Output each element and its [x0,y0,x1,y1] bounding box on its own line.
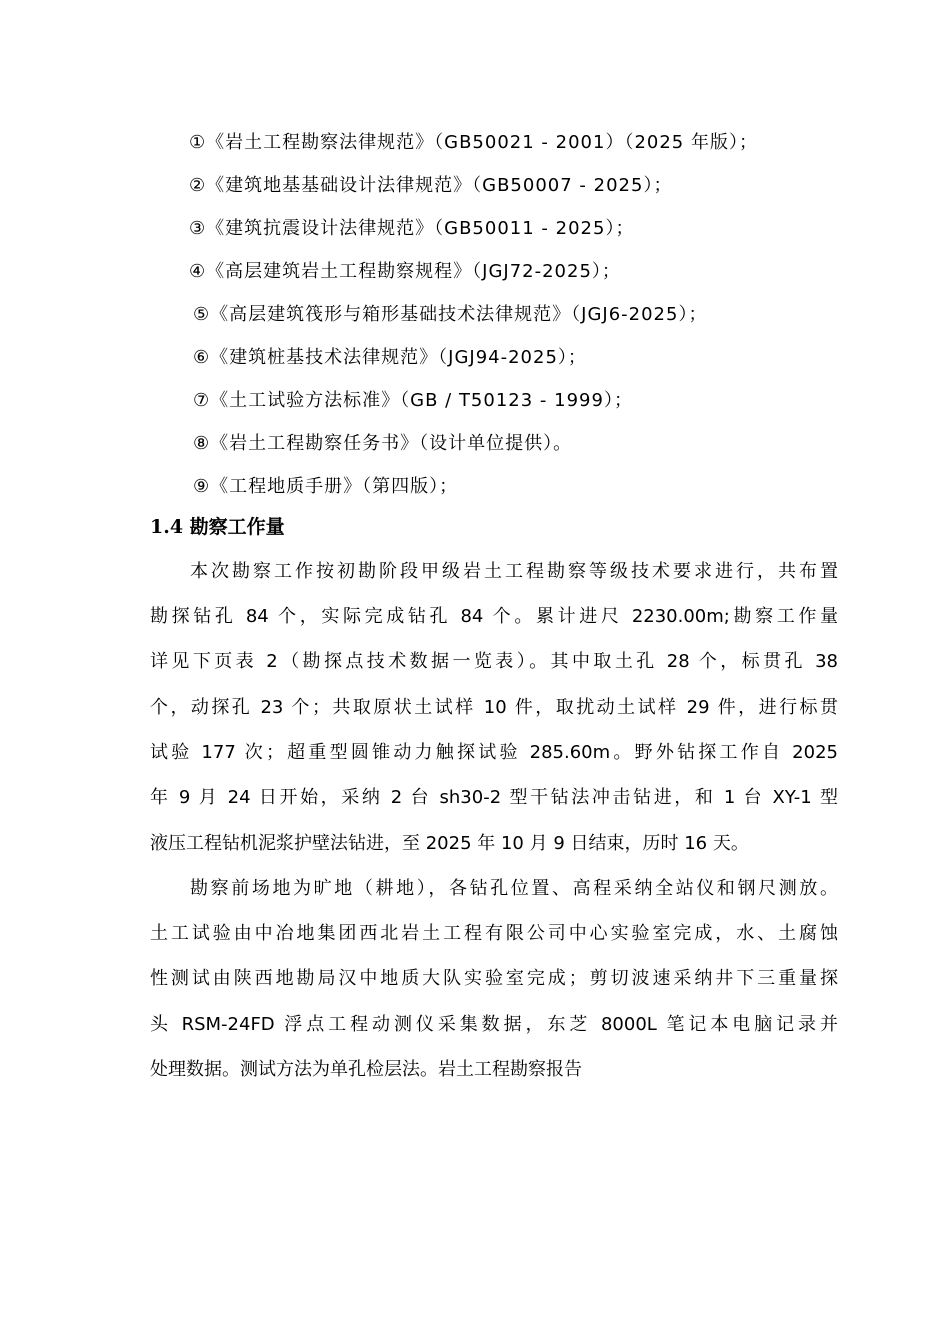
reference-item: ③《建筑抗震设计法律规范》（GB50011 - 2025）； [189,218,635,239]
paragraph-line: 详见下页表 2（勘探点技术数据一览表）。其中取土孔 28 个，标贯孔 38 [150,651,838,672]
reference-item: ④《高层建筑岩土工程勘察规程》（JGJ72-2025）； [189,261,621,282]
paragraph-line: 试验 177 次；超重型圆锥动力触探试验 285.60m。野外钻探工作自 2025 [150,742,838,763]
paragraph-line: 头 RSM-24FD 浮点工程动测仪采集数据，东芝 8000L 笔记本电脑记录并 [150,1014,838,1035]
paragraph-line: 个，动探孔 23 个；共取原状土试样 10 件，取扰动土试样 29 件，进行标贯 [150,697,838,718]
paragraph-line: 本次勘察工作按初勘阶段甲级岩土工程勘察等级技术要求进行，共布置 [190,561,838,582]
paragraph-line: 年 9 月 24 日开始，采纳 2 台 sh30-2 型干钻法冲击钻进，和 1 台 XY-1 型 [150,787,838,808]
paragraph-line: 勘探钻孔 84 个，实际完成钻孔 84 个。累计进尺 2230.00m;勘察工作量 [150,606,838,627]
reference-item: ⑨《工程地质手册》（第四版）； [193,476,459,497]
reference-item: ⑤《高层建筑筏形与箱形基础技术法律规范》（JGJ6-2025）； [193,304,708,325]
reference-item: ②《建筑地基基础设计法律规范》（GB50007 - 2025）； [189,175,673,196]
paragraph-line: 液压工程钻机泥浆护壁法钻进，至 2025 年 10 月 9 日结束，历时 16 天。 [150,833,749,854]
paragraph-line: 性测试由陕西地勘局汉中地质大队实验室完成；剪切波速采纳井下三重量探 [150,968,838,989]
reference-item: ①《岩土工程勘察法律规范》（GB50021 - 2001）（2025 年版）； [189,132,758,153]
reference-item: ⑧《岩土工程勘察任务书》（设计单位提供）。 [193,433,573,454]
section-heading: 1.4 勘察工作量 [150,516,285,538]
reference-item: ⑥《建筑桩基技术法律规范》（JGJ94-2025）； [193,347,587,368]
paragraph-line: 土工试验由中冶地集团西北岩土工程有限公司中心实验室完成，水、土腐蚀 [150,923,838,944]
reference-item: ⑦《土工试验方法标准》（GB / T50123 - 1999）； [193,390,633,411]
paragraph-line: 处理数据。测试方法为单孔检层法。岩土工程勘察报告 [150,1059,582,1080]
paragraph-line: 勘察前场地为旷地（耕地），各钻孔位置、高程采纳全站仪和钢尺测放。 [190,878,838,899]
